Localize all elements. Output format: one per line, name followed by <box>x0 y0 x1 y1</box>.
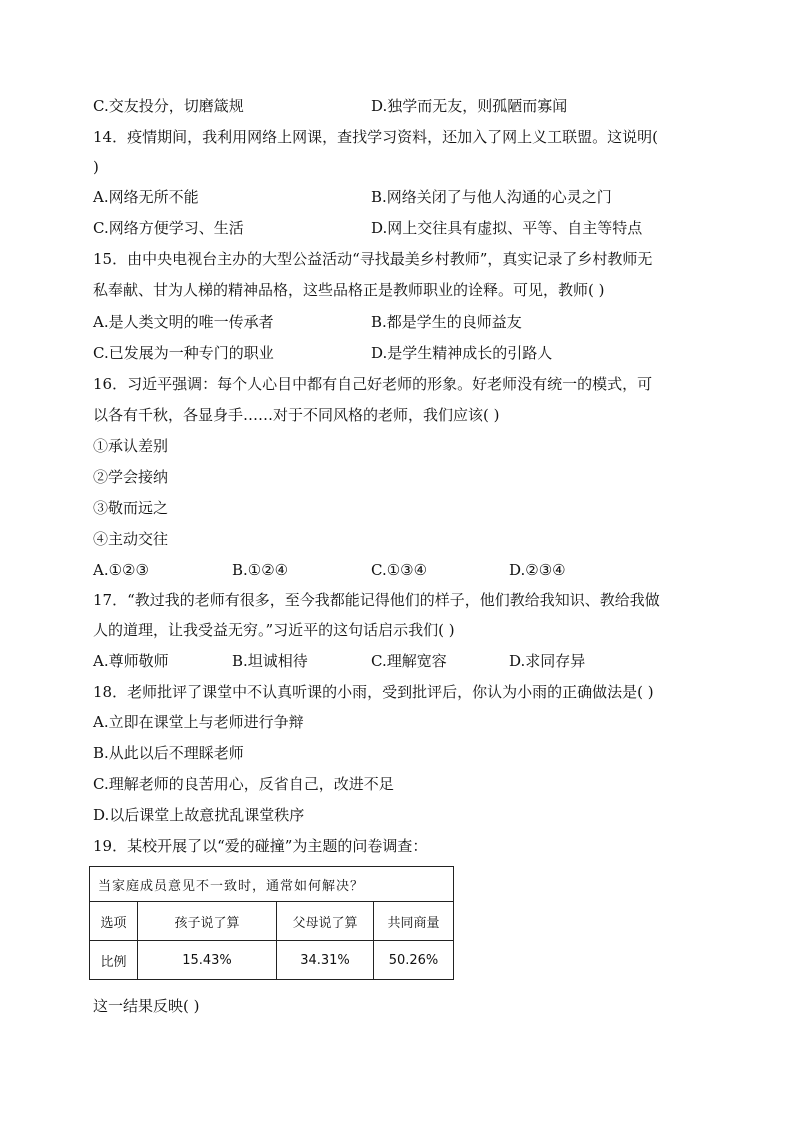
survey-cell: 50.26% <box>374 941 454 980</box>
q18-option-c: C.理解老师的良苦用心，反省自己，改进不足 <box>93 775 394 793</box>
q16-options <box>93 560 713 580</box>
q14-option-d: D.网上交往具有虚拟、平等、自主等特点 <box>371 219 643 237</box>
survey-cell: 比例 <box>90 941 138 980</box>
q15-option-a: A.是人类文明的唯一传承者 <box>93 313 274 331</box>
q16-option-b: B.①②④ <box>232 561 289 579</box>
survey-cell: 选项 <box>90 902 138 941</box>
q16-statement-4: ④主动交往 <box>93 530 169 548</box>
q15-stem-line1: 15．由中央电视台主办的大型公益活动“寻找最美乡村教师”，真实记录了乡村教师无 <box>93 250 653 268</box>
survey-question-row <box>90 867 454 902</box>
survey-ratio-row <box>90 941 454 980</box>
survey-cell: 孩子说了算 <box>138 902 277 941</box>
q16-statement-1: ①承认差别 <box>93 437 169 455</box>
q18-option-b: B.从此以后不理睬老师 <box>93 744 244 762</box>
q19-stem: 19．某校开展了以“爱的碰撞”为主题的问卷调查： <box>93 837 428 855</box>
q16-stem-line1: 16．习近平强调：每个人心目中都有自己好老师的形象。好老师没有统一的模式，可 <box>93 375 653 393</box>
q17-options <box>93 651 713 671</box>
q16-option-d: D.②③④ <box>509 561 566 579</box>
q16-option-c: C.①③④ <box>371 561 428 579</box>
q14-option-a: A.网络无所不能 <box>93 188 199 206</box>
survey-options-row <box>90 902 454 941</box>
q13-options-cd <box>93 96 713 116</box>
q13-option-d: D.独学而无友，则孤陋而寡闻 <box>371 97 568 115</box>
q14-option-b: B.网络关闭了与他人沟通的心灵之门 <box>371 188 612 206</box>
q14-options-ab <box>93 187 713 207</box>
q16-option-a: A.①②③ <box>93 561 149 579</box>
survey-cell: 共同商量 <box>374 902 454 941</box>
q14-options-cd <box>93 218 713 238</box>
q14-stem-line1: 14．疫情期间，我利用网络上网课，查找学习资料，还加入了网上义工联盟。这说明( <box>93 128 658 146</box>
q15-stem-line2: 私奉献、甘为人梯的精神品格，这些品格正是教师职业的诠释。可见，教师( ) <box>93 281 605 299</box>
q17-stem-line2: 人的道理，让我受益无穷。”习近平的这句话启示我们( ) <box>93 621 455 639</box>
q15-options-ab <box>93 312 713 332</box>
q16-statement-2: ②学会接纳 <box>93 468 169 486</box>
q15-options-cd <box>93 343 713 363</box>
survey-question: 当家庭成员意见不一致时，通常如何解决？ <box>90 867 454 902</box>
survey-table <box>89 866 454 980</box>
q14-stem-line2: ) <box>93 158 99 176</box>
q14-option-c: C.网络方便学习、生活 <box>93 219 244 237</box>
q18-stem: 18．老师批评了课堂中不认真听课的小雨，受到批评后，你认为小雨的正确做法是( ) <box>93 683 654 701</box>
q19-followup: 这一结果反映( ) <box>93 997 200 1015</box>
q17-option-d: D.求同存异 <box>509 652 586 670</box>
q17-option-a: A.尊师敬师 <box>93 652 169 670</box>
q15-option-d: D.是学生精神成长的引路人 <box>371 344 553 362</box>
q15-option-b: B.都是学生的良师益友 <box>371 313 522 331</box>
q16-statement-3: ③敬而远之 <box>93 499 169 517</box>
survey-cell: 34.31% <box>277 941 374 980</box>
q15-option-c: C.已发展为一种专门的职业 <box>93 344 274 362</box>
survey-cell: 15.43% <box>138 941 277 980</box>
q17-option-c: C.理解宽容 <box>371 652 447 670</box>
q13-option-c: C.交友投分，切磨箴规 <box>93 97 244 115</box>
q16-stem-line2: 以各有千秋，各显身手……对于不同风格的老师，我们应该( ) <box>93 406 500 424</box>
q17-option-b: B.坦诚相待 <box>232 652 308 670</box>
q18-option-d: D.以后课堂上故意扰乱课堂秩序 <box>93 806 305 824</box>
q18-option-a: A.立即在课堂上与老师进行争辩 <box>93 713 304 731</box>
survey-cell: 父母说了算 <box>277 902 374 941</box>
q17-stem-line1: 17．“教过我的老师有很多，至今我都能记得他们的样子，他们教给我知识、教给我做 <box>93 591 660 609</box>
